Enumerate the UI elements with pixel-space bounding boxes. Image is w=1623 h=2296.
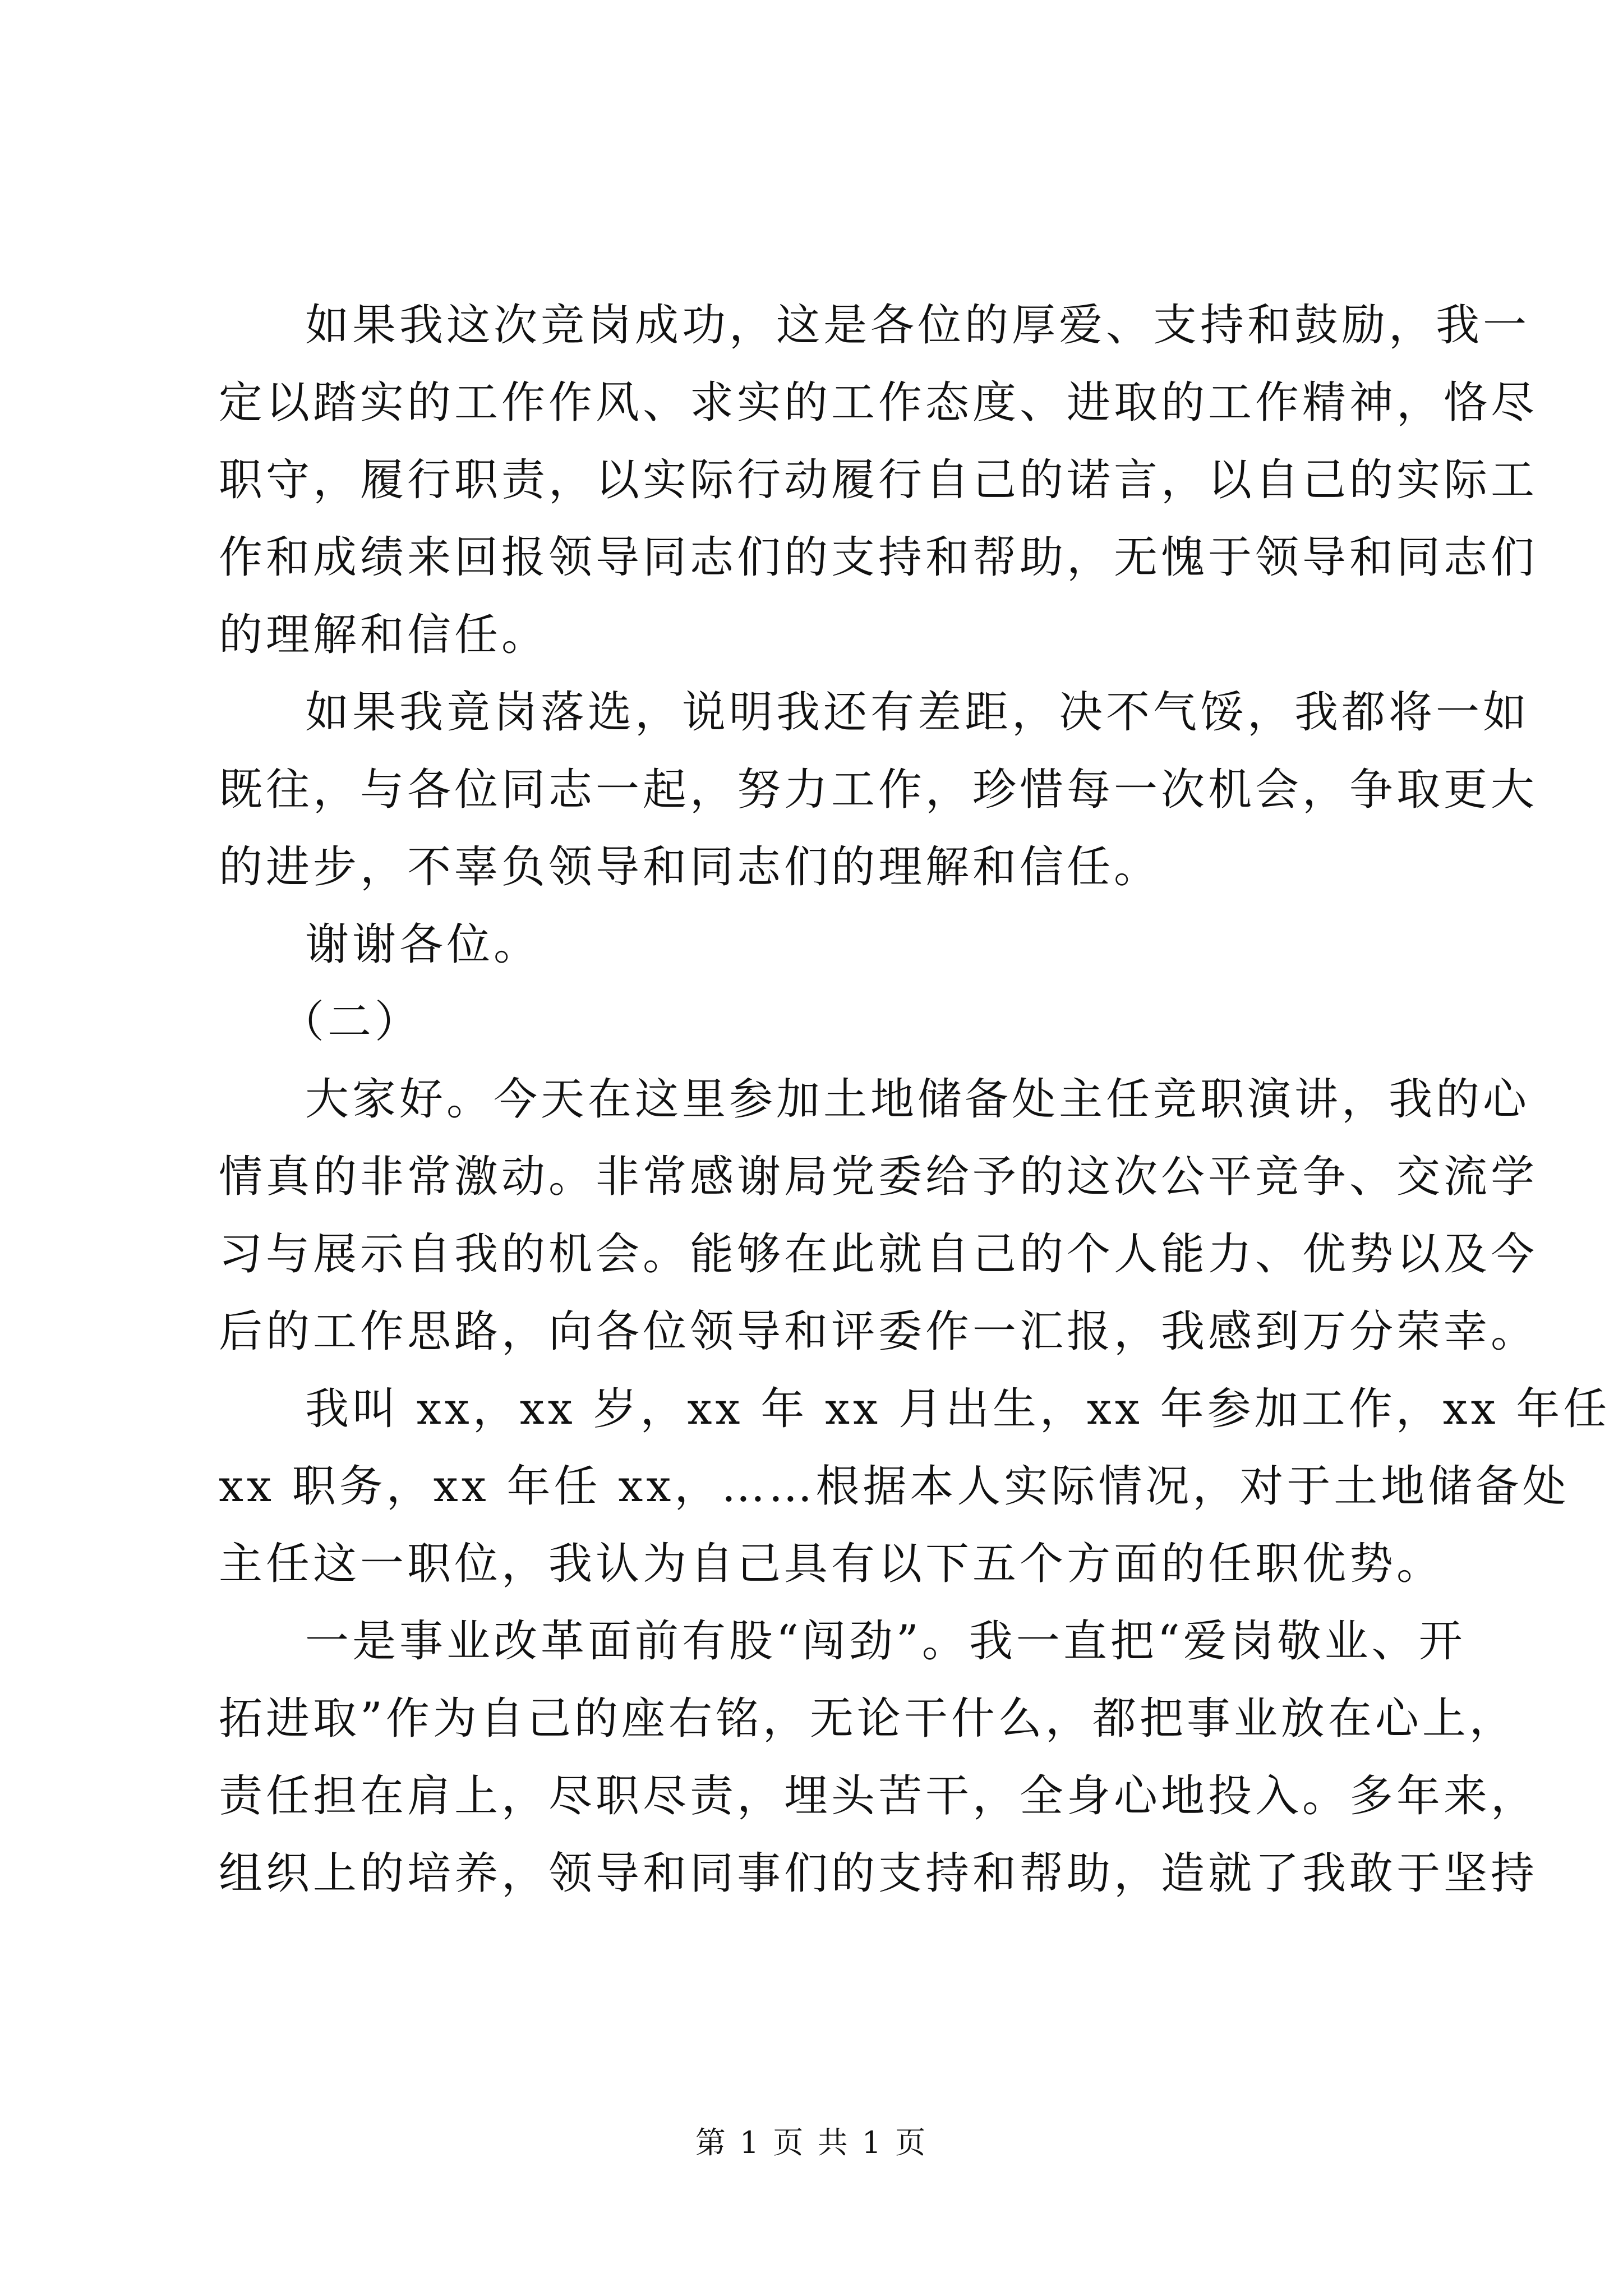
text-line: 后的工作思路，向各位领导和评委作一汇报，我感到万分荣幸。	[219, 1306, 1538, 1357]
text-line: 拓进取”作为自己的座右铭，无论干什么，都把事业放在心上，	[219, 1694, 1516, 1744]
text-line: 如果我这次竞岗成功，这是各位的厚爱、支持和鼓励，我一	[305, 300, 1530, 351]
page-footer: 第 1 页 共 1 页	[695, 2125, 928, 2160]
text-line: 一是事业改革面前有股“闯劲”。我一直把“爱岗敬业、开	[305, 1616, 1466, 1667]
text-line: 主任这一职位，我认为自己具有以下五个方面的任职优势。	[219, 1539, 1444, 1589]
text-line: 我叫 xx，xx 岁，xx 年 xx 月出生，xx 年参加工作，xx 年任	[305, 1384, 1611, 1434]
text-line: 组织上的培养，领导和同事们的支持和帮助，造就了我敢于坚持	[219, 1848, 1538, 1899]
text-line: 大家好。今天在这里参加土地储备处主任竞职演讲，我的心	[305, 1074, 1530, 1125]
text-line: 责任担在肩上，尽职尽责，埋头苦干，全身心地投入。多年来，	[219, 1771, 1538, 1821]
text-line: 的进步，不辜负领导和同志们的理解和信任。	[219, 842, 1161, 892]
text-line: 习与展示自我的机会。能够在此就自己的个人能力、优势以及今	[219, 1229, 1538, 1280]
text-line: 谢谢各位。	[305, 919, 541, 970]
text-line: 情真的非常激动。非常感谢局党委给予的这次公平竞争、交流学	[219, 1152, 1538, 1202]
section-heading: （二）	[280, 997, 422, 1047]
text-line: 如果我竟岗落选，说明我还有差距，决不气馁，我都将一如	[305, 687, 1530, 738]
text-line: 定以踏实的工作作风、求实的工作态度、进取的工作精神，恪尽	[219, 378, 1538, 428]
text-line: 作和成绩来回报领导同志们的支持和帮助，无愧于领导和同志们	[219, 532, 1538, 583]
text-line: 职守，履行职责，以实际行动履行自己的诺言，以自己的实际工	[219, 455, 1538, 505]
text-line: xx 职务，xx 年任 xx，……根据本人实际情况，对于土地储备处	[219, 1461, 1570, 1512]
text-line: 的理解和信任。	[219, 610, 549, 660]
text-line: 既往，与各位同志一起，努力工作，珍惜每一次机会，争取更大	[219, 765, 1538, 815]
